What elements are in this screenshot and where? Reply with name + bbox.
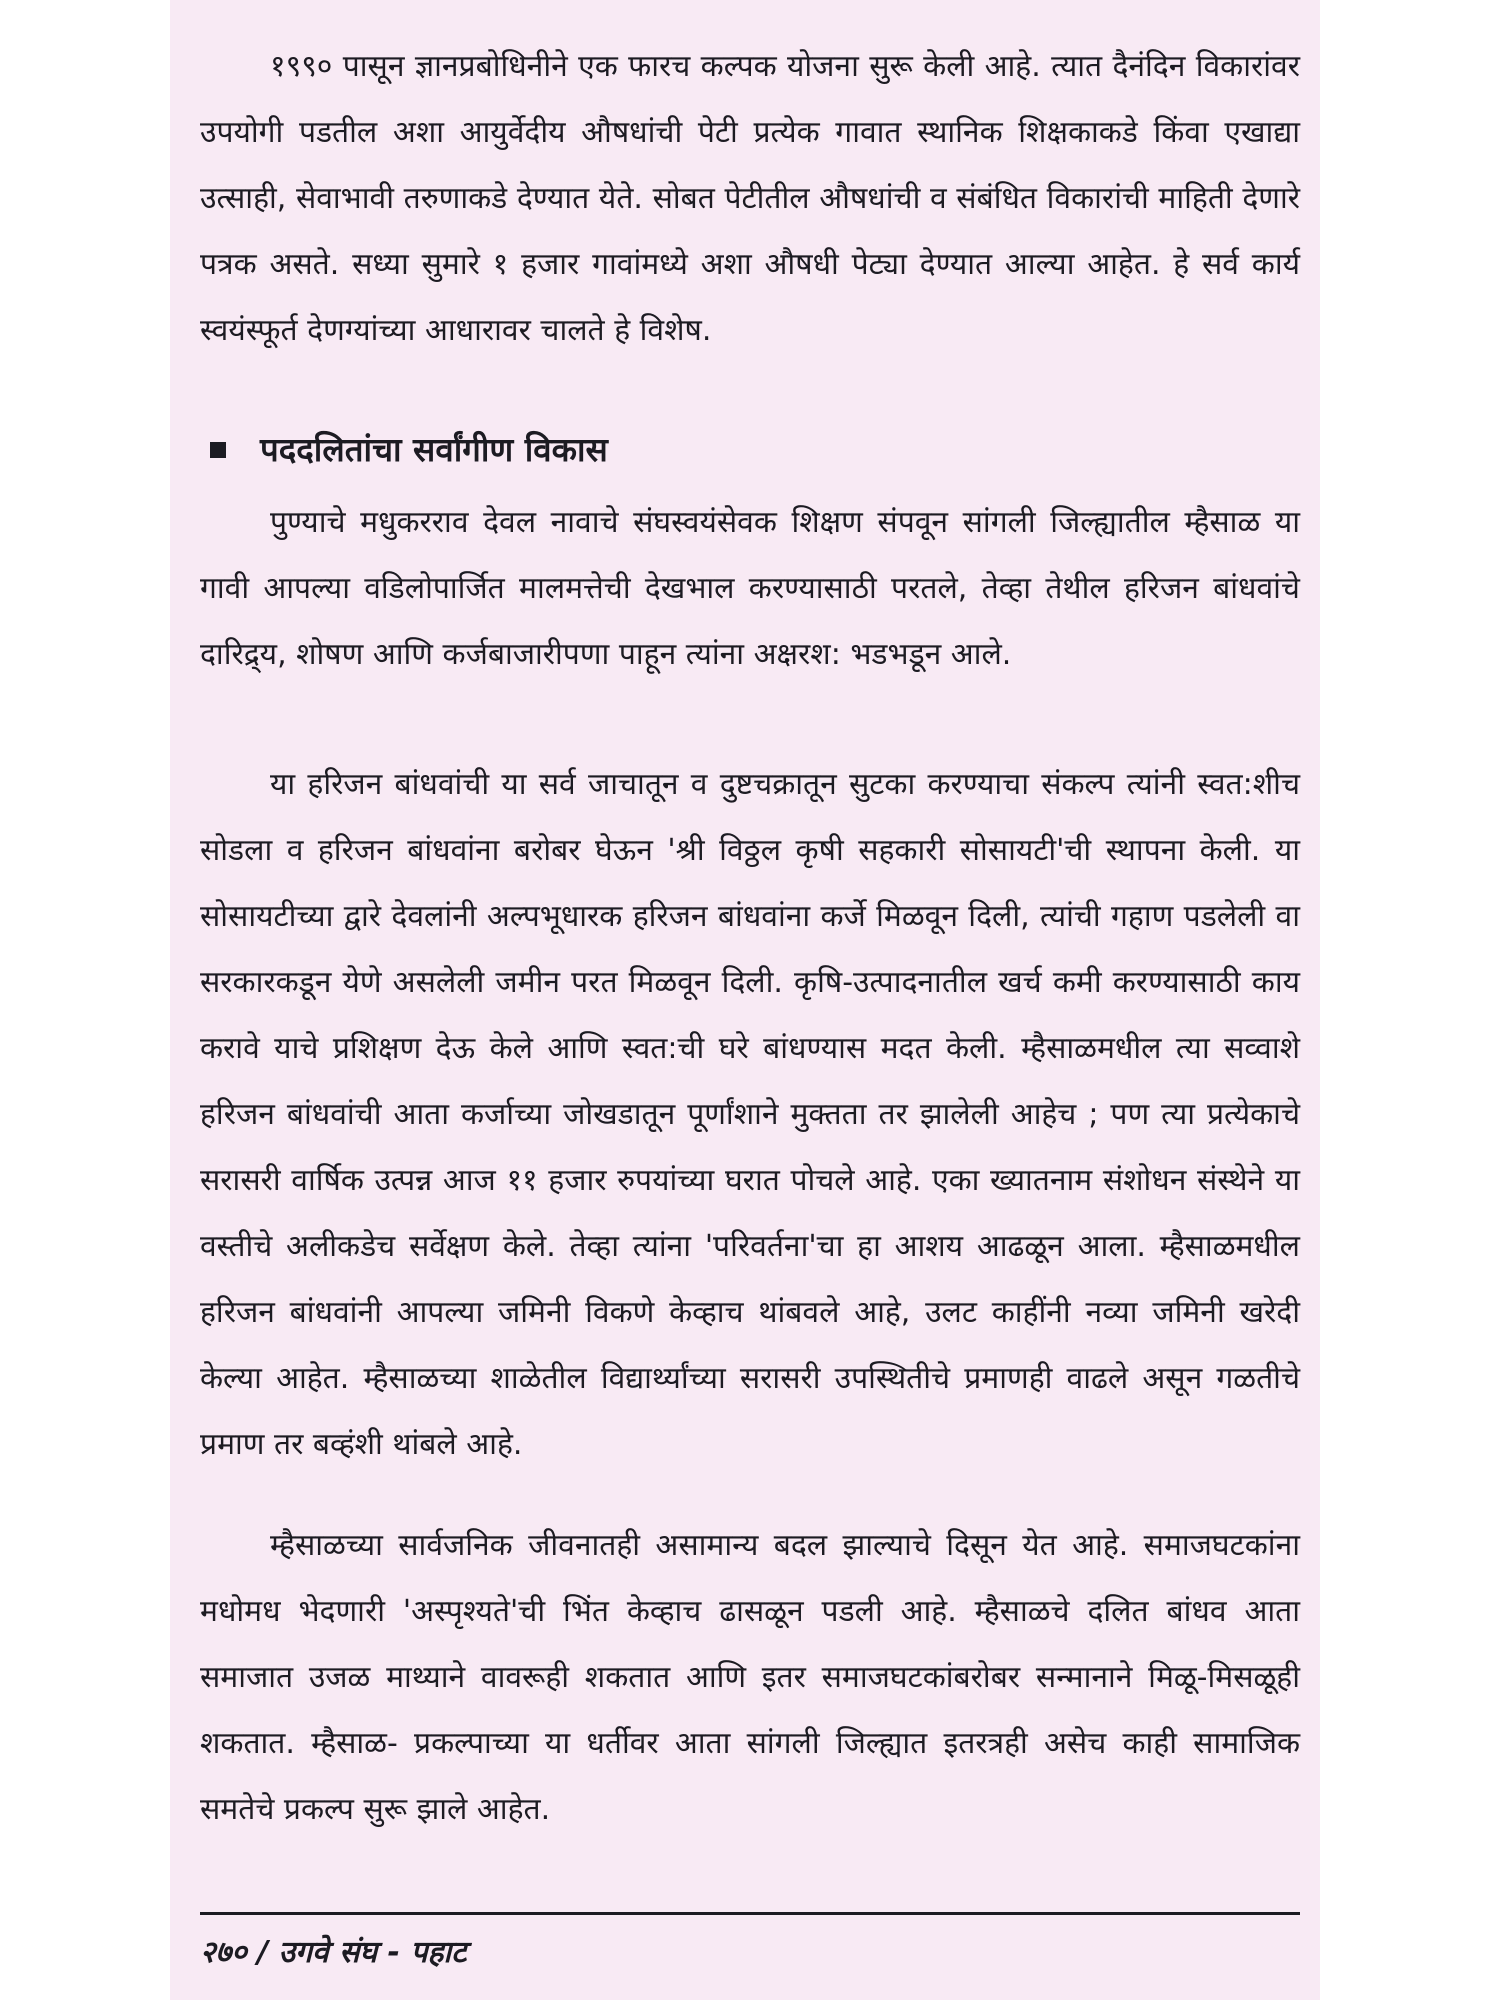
square-bullet-icon	[210, 442, 226, 458]
footer-divider	[200, 1912, 1300, 1915]
paragraph-deval-intro: पुण्याचे मधुकरराव देवल नावाचे संघस्वयंसेवक शिक्षण संपवून सांगली जिल्ह्यातील म्हैसाळ या गावी आपल्या वडिलोपार्जित मालमत्तेची देखभाल करण्यासाठी परतले, तेव्हा तेथील हरिजन बांधवांचे दारिद्र्य, शोषण आणि कर्जबाजारीपणा पाहून त्यांना अक्षरश: भडभडून आले.	[200, 505, 1300, 672]
section-heading	[200, 420, 608, 480]
paragraph-society: या हरिजन बांधवांची या सर्व जाचातून व दुष्टचक्रातून सुटका करण्याचा संकल्प त्यांनी स्वत:शीच सोडला व हरिजन बांधवांना बरोबर घेऊन 'श्री विठ्ठल कृषी सहकारी सोसायटी'ची स्थापना केली. या सोसायटीच्या द्वारे देवलांनी अल्पभूधारक हरिजन बांधवांना कर्जे मिळवून दिली, त्यांची गहाण पडलेली वा सरकारकडून येणे असलेली जमीन परत मिळवून दिली. कृषि-उत्पादनातील खर्च कमी करण्यासाठी काय करावे याचे प्रशिक्षण देऊ केले आणि स्वत:ची घरे बांधण्यास मदत केली. म्हैसाळमधील त्या सव्वाशे हरिजन बांधवांची आता कर्जाच्या जोखडातून पूर्णांशाने मुक्तता तर झालेली आहेच ; पण त्या प्रत्येकाचे सरासरी वार्षिक उत्पन्न आज ११ हजार रुपयांच्या घरात पोचले आहे. एका ख्यातनाम संशोधन संस्थेने या वस्तीचे अलीकडेच सर्वेक्षण केले. तेव्हा त्यांना 'परिवर्तना'चा हा आशय आढळून आला. म्हैसाळमधील हरिजन बांधवांनी आपल्या जमिनी विकणे केव्हाच थांबवले आहे, उलट काहींनी नव्या जमिनी खरेदी केल्या आहेत. म्हैसाळच्या शाळेतील विद्यार्थ्यांच्या सरासरी उपस्थितीचे प्रमाणही वाढले असून गळतीचे प्रमाण तर बव्हंशी थांबले आहे.	[200, 767, 1300, 1462]
section-heading-text: पददलितांचा सर्वांगीण विकास	[260, 430, 608, 469]
paragraph-aushadhi-peti: १९९० पासून ज्ञानप्रबोधिनीने एक फारच कल्पक योजना सुरू केली आहे. त्यात दैनंदिन विकारांवर उपयोगी पडतील अशा आयुर्वेदीय औषधांची पेटी प्रत्येक गावात स्थानिक शिक्षकाकडे किंवा एखाद्या उत्साही, सेवाभावी तरुणाकडे देण्यात येते. सोबत पेटीतील औषधांची व संबंधित विकारांची माहिती देणारे पत्रक असते. सध्या सुमारे १ हजार गावांमध्ये अशा औषधी पेट्या देण्यात आल्या आहेत. हे सर्व कार्य स्वयंस्फूर्त देणग्यांच्या आधारावर चालते हे विशेष.	[200, 49, 1300, 348]
paragraph-public-life: म्हैसाळच्या सार्वजनिक जीवनातही असामान्य बदल झाल्याचे दिसून येत आहे. समाजघटकांना मधोमध भेदणारी 'अस्पृश्यते'ची भिंत केव्हाच ढासळून पडली आहे. म्हैसाळचे दलित बांधव आता समाजात उजळ माथ्याने वावरूही शकतात आणि इतर समाजघटकांबरोबर सन्मानाने मिळू-मिसळूही शकतात. म्हैसाळ- प्रकल्पाच्या या धर्तीवर आता सांगली जिल्ह्यात इतरत्रही असेच काही सामाजिक समतेचे प्रकल्प सुरू झाले आहेत.	[200, 1528, 1300, 1827]
page-footer: २७० / उगवे संघ - पहाट	[200, 1935, 467, 1970]
